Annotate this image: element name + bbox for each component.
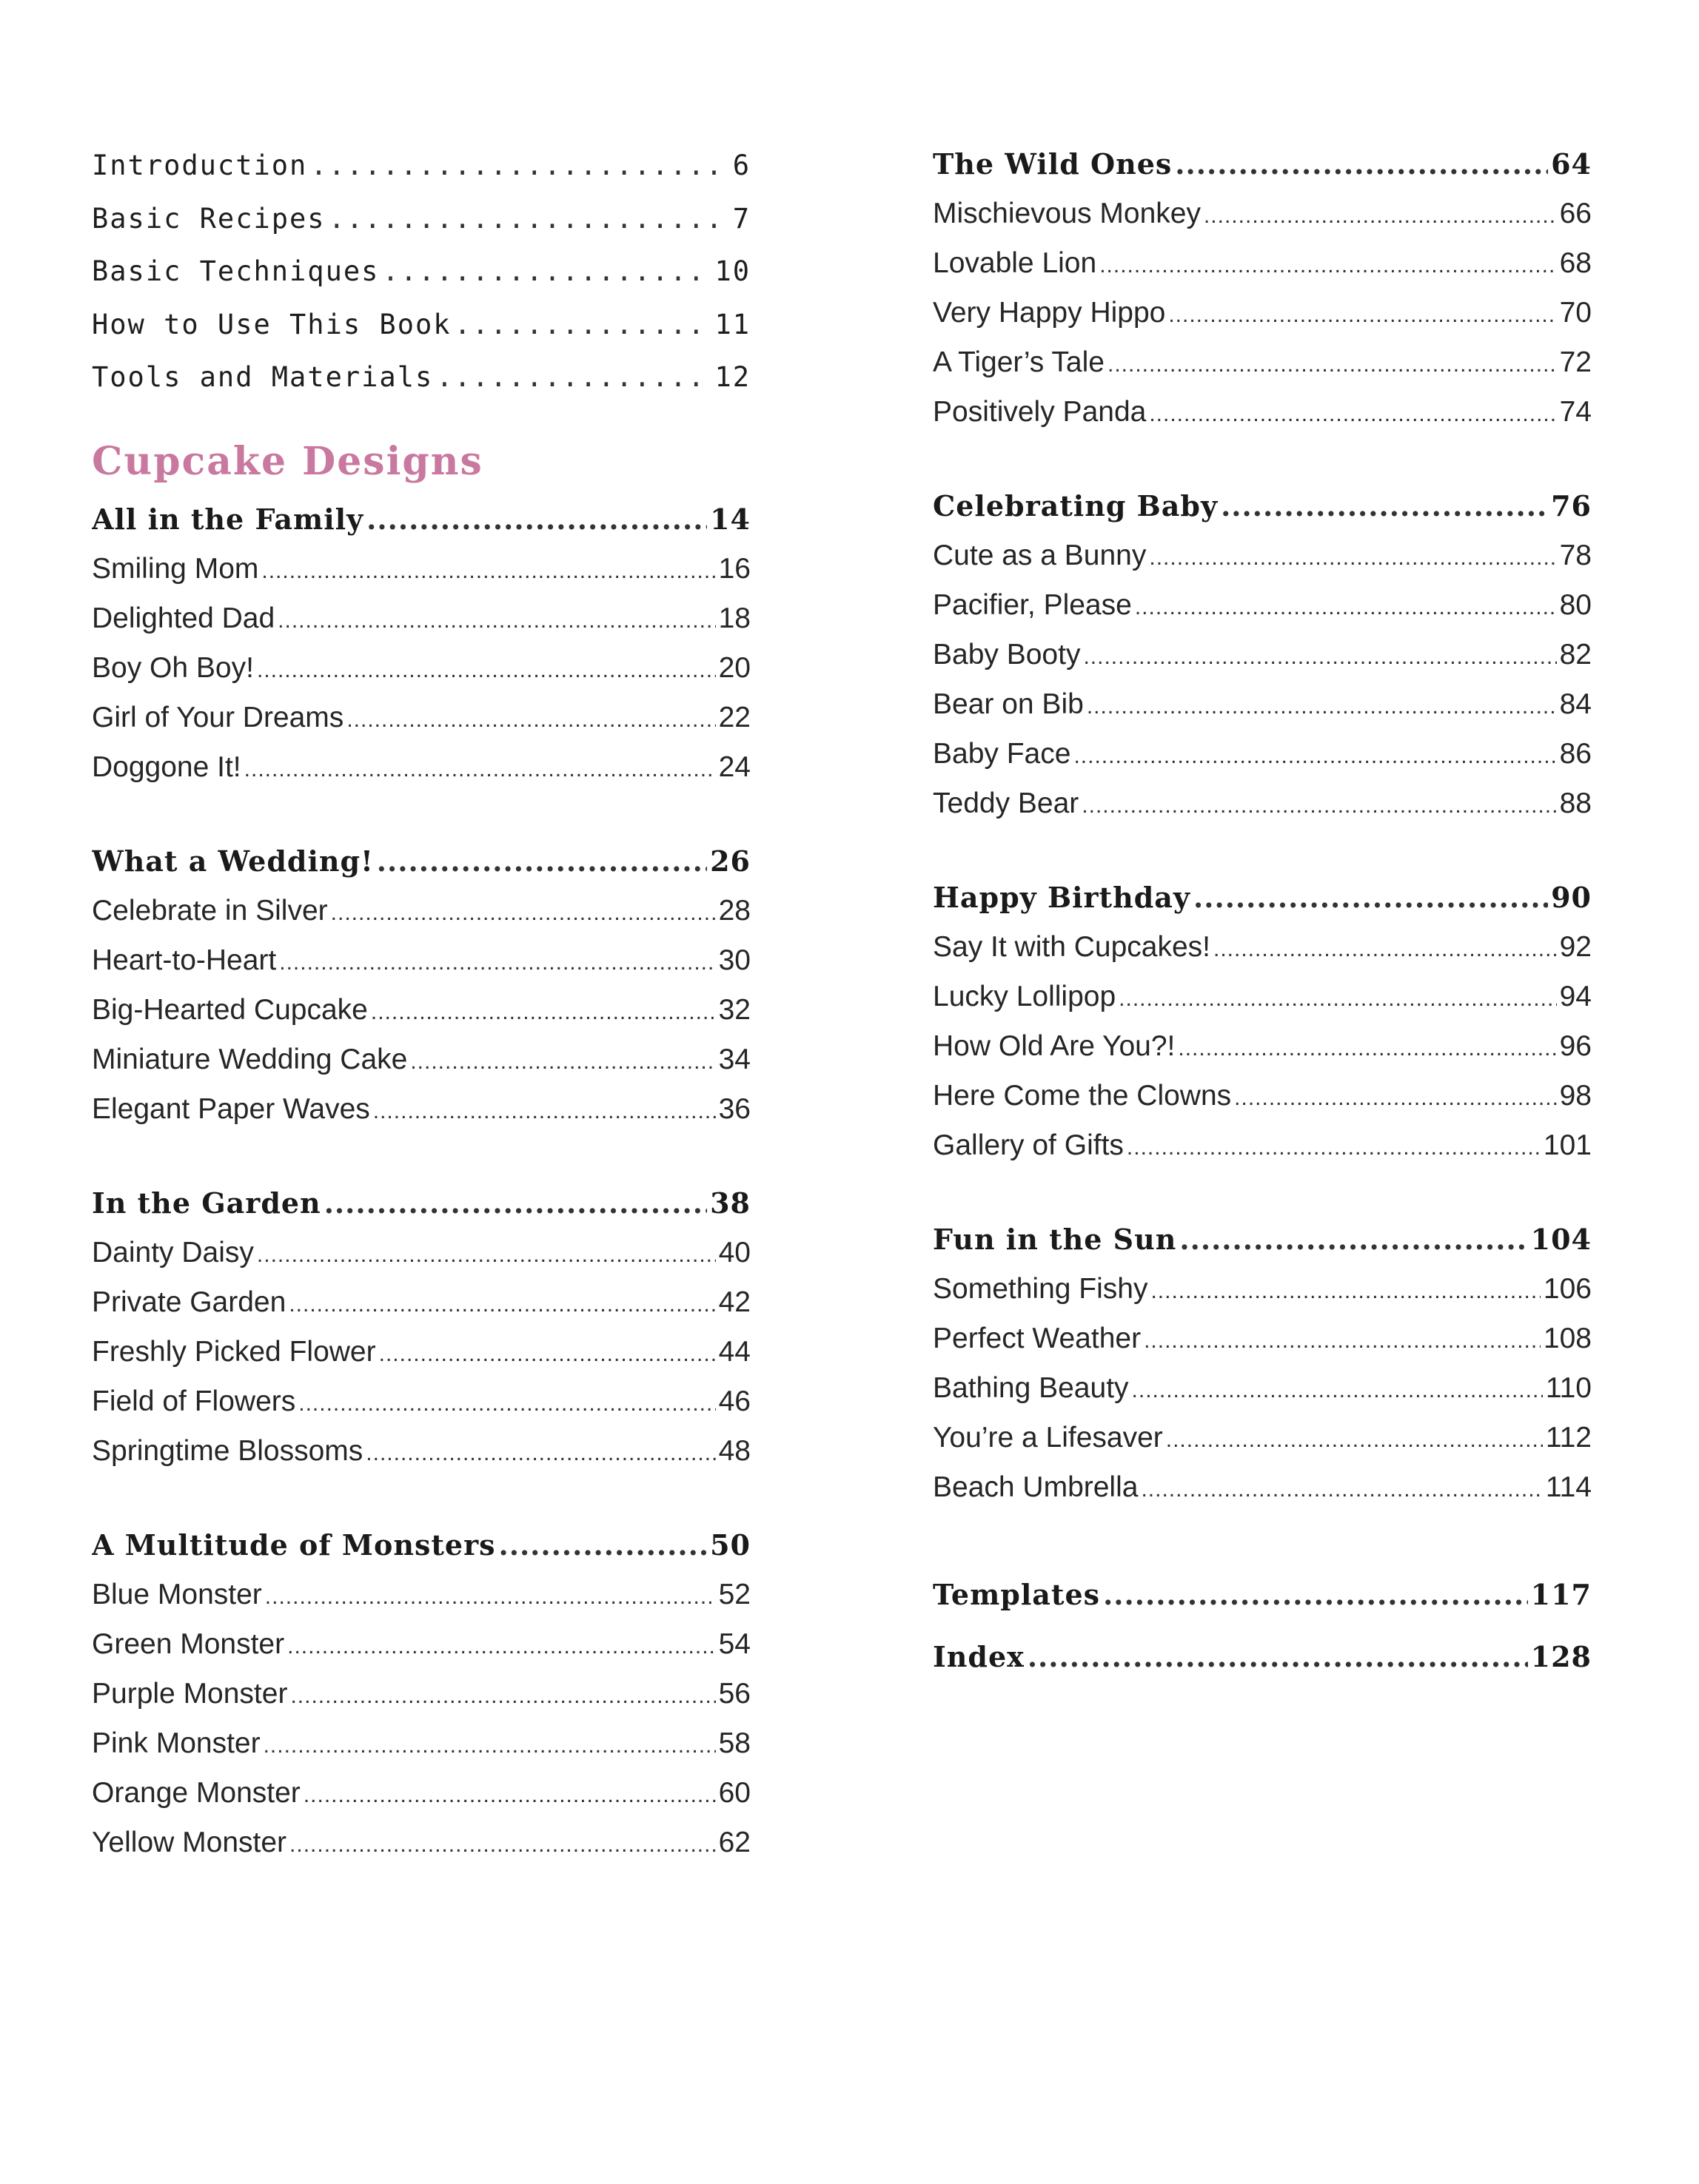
toc-entry[interactable] — [92, 1570, 751, 1619]
toc-entry[interactable] — [92, 245, 751, 298]
dot-leader — [257, 1230, 716, 1277]
entry-title: A Tiger’s Tale — [933, 346, 1105, 378]
entry-page: 7 — [732, 202, 751, 235]
toc-entry[interactable] — [92, 1327, 751, 1377]
entry-page: 36 — [718, 1092, 751, 1125]
dot-leader — [1083, 632, 1556, 679]
toc-entry[interactable] — [933, 1413, 1592, 1462]
toc-entry[interactable] — [933, 1021, 1592, 1071]
toc-entry[interactable] — [933, 238, 1592, 288]
entry-page: 128 — [1530, 1640, 1592, 1673]
toc-entry[interactable] — [92, 139, 751, 192]
entry-title: Pacifier, Please — [933, 589, 1132, 621]
dot-leader — [1168, 290, 1556, 337]
dot-leader — [1028, 1626, 1528, 1688]
group-page: 26 — [710, 844, 751, 878]
toc-entry[interactable] — [92, 985, 751, 1035]
dot-leader — [379, 1329, 716, 1377]
entry-page: 22 — [718, 701, 751, 733]
toc-group — [92, 836, 751, 1134]
entry-page: 82 — [1559, 639, 1592, 671]
entry-title: Green Monster — [92, 1627, 285, 1660]
group-title: Happy Birthday — [933, 881, 1191, 914]
toc-entry[interactable] — [933, 972, 1592, 1021]
front-matter — [92, 139, 751, 404]
dot-leader — [498, 1520, 707, 1570]
dot-leader — [298, 1379, 715, 1426]
entry-title: Delighted Dad — [92, 602, 275, 634]
dot-leader — [287, 1622, 716, 1669]
toc-entry[interactable] — [933, 387, 1592, 437]
dot-leader — [1204, 191, 1557, 238]
group-page: 50 — [710, 1528, 751, 1562]
entry-page: 32 — [718, 993, 751, 1026]
entry-title: Miniature Wedding Cake — [92, 1043, 408, 1075]
entry-page: 6 — [732, 149, 751, 181]
toc-entry[interactable] — [92, 594, 751, 643]
dot-leader — [289, 1820, 716, 1867]
dot-leader — [257, 645, 716, 693]
toc-left-column — [92, 139, 751, 1867]
dot-leader — [1150, 1266, 1540, 1314]
toc-entry[interactable] — [92, 742, 751, 792]
entry-page: 84 — [1559, 688, 1592, 720]
entry-page: 56 — [718, 1677, 751, 1710]
dot-leader — [377, 836, 707, 886]
entry-page: 16 — [718, 552, 751, 585]
group-heading[interactable] — [92, 494, 751, 544]
entry-title: Basic Techniques — [92, 255, 380, 287]
toc-entry[interactable] — [933, 1120, 1592, 1170]
dot-leader — [244, 745, 716, 792]
toc-entry[interactable] — [933, 337, 1592, 387]
entry-title: Teddy Bear — [933, 787, 1079, 819]
toc-entry[interactable] — [92, 886, 751, 935]
dot-leader — [289, 1280, 715, 1327]
group-page: 76 — [1551, 489, 1592, 523]
entry-page: 94 — [1559, 981, 1592, 1012]
entry-title: Boy Oh Boy! — [92, 651, 254, 684]
entry-title: Orange Monster — [92, 1776, 301, 1809]
dot-leader — [1135, 582, 1557, 630]
entry-page: 11 — [714, 308, 751, 340]
entry-title: Elegant Paper Waves — [92, 1092, 370, 1125]
entry-page: 96 — [1559, 1030, 1592, 1062]
entry-title: Doggone It! — [92, 750, 241, 783]
dot-leader — [1144, 1316, 1541, 1363]
dot-leader — [329, 192, 730, 246]
toc-entry[interactable] — [92, 1768, 751, 1818]
toc-entry[interactable] — [92, 693, 751, 742]
toc-entry[interactable] — [92, 544, 751, 594]
entry-page: 98 — [1559, 1080, 1592, 1112]
toc-entry[interactable] — [933, 288, 1592, 337]
dot-leader — [1179, 1214, 1527, 1264]
entry-page: 114 — [1545, 1471, 1592, 1503]
toc-entry[interactable] — [92, 643, 751, 693]
dot-leader — [373, 1086, 716, 1134]
group-title: The Wild Ones — [933, 147, 1173, 181]
entry-page: 108 — [1543, 1323, 1592, 1354]
entry-page: 10 — [714, 255, 751, 287]
entry-title: Yellow Monster — [92, 1826, 287, 1858]
entry-page: 112 — [1545, 1422, 1592, 1454]
dot-leader — [371, 987, 716, 1035]
entry-title: Girl of Your Dreams — [92, 701, 344, 733]
entry-title: Very Happy Hippo — [933, 297, 1166, 329]
group-title: Celebrating Baby — [933, 489, 1219, 523]
group-page: 14 — [710, 502, 751, 536]
entry-page: 72 — [1559, 346, 1592, 378]
entry-page: 80 — [1559, 589, 1592, 621]
entry-page: 88 — [1559, 787, 1592, 819]
entry-title: Perfect Weather — [933, 1323, 1142, 1354]
dot-leader — [1149, 389, 1556, 437]
entry-page: 62 — [718, 1826, 751, 1858]
dot-leader — [290, 1671, 715, 1718]
toc-entry[interactable] — [92, 351, 751, 404]
entry-title: Pink Monster — [92, 1727, 261, 1759]
toc-entry[interactable] — [933, 922, 1592, 972]
entry-title: Lucky Lollipop — [933, 981, 1116, 1012]
dot-leader — [366, 1428, 715, 1476]
entry-page: 48 — [718, 1434, 751, 1467]
dot-leader — [324, 1178, 707, 1228]
group-page: 104 — [1530, 1223, 1592, 1256]
toc-entry[interactable] — [92, 1669, 751, 1718]
dot-leader — [279, 938, 715, 985]
dot-leader — [436, 351, 711, 404]
toc-entry[interactable] — [92, 1228, 751, 1277]
dot-leader — [278, 596, 715, 643]
entry-title: Bear on Bib — [933, 688, 1084, 720]
dot-leader — [1132, 1365, 1543, 1413]
group-title: Fun in the Sun — [933, 1223, 1177, 1256]
toc-entry[interactable] — [933, 1314, 1592, 1363]
toc-entry[interactable] — [92, 1377, 751, 1426]
entry-title: Index — [933, 1640, 1025, 1673]
toc-entry[interactable] — [92, 1084, 751, 1134]
dot-leader — [304, 1770, 716, 1818]
dot-leader — [1103, 1564, 1528, 1626]
group-page: 38 — [710, 1186, 751, 1220]
entry-title: Basic Recipes — [92, 202, 326, 235]
entry-title: Introduction — [92, 149, 308, 181]
entry-page: 40 — [718, 1236, 751, 1269]
group-title: In the Garden — [92, 1186, 321, 1220]
dot-leader — [1166, 1415, 1543, 1462]
entry-title: Mischievous Monkey — [933, 198, 1201, 229]
dot-leader — [1221, 481, 1548, 531]
group-heading[interactable] — [92, 1178, 751, 1228]
entry-page: 30 — [718, 944, 751, 976]
entry-page: 18 — [718, 602, 751, 634]
group-title: All in the Family — [92, 502, 364, 536]
entry-title: Lovable Lion — [933, 247, 1097, 279]
toc-entry[interactable] — [933, 729, 1592, 779]
entry-title: How Old Are You?! — [933, 1030, 1176, 1062]
entry-page: 66 — [1559, 198, 1592, 229]
entry-page: 42 — [718, 1286, 751, 1318]
toc-entry-templates[interactable] — [933, 1564, 1592, 1626]
dot-leader — [331, 888, 716, 935]
dot-leader — [1073, 731, 1556, 779]
entry-page: 117 — [1530, 1578, 1592, 1611]
group-page: 90 — [1551, 881, 1592, 914]
group-heading[interactable] — [92, 1520, 751, 1570]
dot-leader — [410, 1037, 715, 1084]
dot-leader — [1193, 873, 1548, 922]
toc-group — [92, 1178, 751, 1476]
dot-leader — [264, 1721, 716, 1768]
toc-entry[interactable] — [92, 1426, 751, 1476]
group-heading[interactable] — [933, 873, 1592, 922]
group-heading[interactable] — [933, 481, 1592, 531]
toc-group — [933, 139, 1592, 437]
dot-leader — [1082, 781, 1556, 828]
entry-title: How to Use This Book — [92, 308, 452, 340]
entry-title: You’re a Lifesaver — [933, 1422, 1163, 1454]
dot-leader — [1178, 1024, 1556, 1071]
dot-leader — [382, 245, 711, 298]
entry-title: Gallery of Gifts — [933, 1129, 1124, 1161]
entry-title: Cute as a Bunny — [933, 540, 1147, 571]
entry-page: 44 — [718, 1335, 751, 1368]
entry-page: 24 — [718, 750, 751, 783]
toc-entry[interactable] — [92, 1277, 751, 1327]
entry-title: Purple Monster — [92, 1677, 288, 1710]
toc-entry[interactable] — [933, 679, 1592, 729]
group-heading[interactable] — [933, 1214, 1592, 1264]
dot-leader — [1213, 924, 1557, 972]
entry-page: 52 — [718, 1578, 751, 1610]
toc-entry[interactable] — [92, 935, 751, 985]
toc-entry[interactable] — [933, 1071, 1592, 1120]
dot-leader — [455, 298, 712, 352]
toc-entry[interactable] — [92, 298, 751, 352]
toc-right-column — [933, 139, 1592, 1688]
entry-title: Something Fishy — [933, 1273, 1148, 1305]
dot-leader — [1087, 682, 1557, 729]
entry-page: 68 — [1559, 247, 1592, 279]
dot-leader — [261, 546, 715, 594]
entry-title: Beach Umbrella — [933, 1471, 1139, 1503]
group-title: What a Wedding! — [92, 844, 374, 878]
toc-entry[interactable] — [92, 1818, 751, 1867]
group-title: A Multitude of Monsters — [92, 1528, 496, 1562]
end-matter — [933, 1564, 1592, 1688]
entry-title: Bathing Beauty — [933, 1372, 1129, 1404]
dot-leader — [1127, 1123, 1541, 1170]
entry-page: 106 — [1543, 1273, 1592, 1305]
entry-title: Baby Booty — [933, 639, 1081, 671]
entry-title: Dainty Daisy — [92, 1236, 254, 1269]
dot-leader — [310, 139, 729, 192]
dot-leader — [1119, 974, 1556, 1021]
toc-entry[interactable] — [933, 189, 1592, 238]
toc-entry[interactable] — [92, 192, 751, 246]
toc-entry[interactable] — [92, 1035, 751, 1084]
entry-page: 74 — [1559, 396, 1592, 428]
entry-page: 46 — [718, 1385, 751, 1417]
entry-title: Field of Flowers — [92, 1385, 296, 1417]
toc-group — [92, 1520, 751, 1867]
entry-page: 70 — [1559, 297, 1592, 329]
entry-title: Private Garden — [92, 1286, 286, 1318]
entry-title: Blue Monster — [92, 1578, 262, 1610]
group-heading[interactable] — [933, 139, 1592, 189]
entry-page: 12 — [714, 361, 751, 393]
entry-page: 86 — [1559, 738, 1592, 770]
dot-leader — [346, 695, 715, 742]
entry-title: Here Come the Clowns — [933, 1080, 1232, 1112]
entry-page: 92 — [1559, 931, 1592, 963]
entry-page: 34 — [718, 1043, 751, 1075]
entry-title: Smiling Mom — [92, 552, 259, 585]
dot-leader — [1149, 533, 1556, 580]
dot-leader — [1234, 1073, 1556, 1120]
dot-leader — [366, 494, 707, 544]
toc-group — [933, 873, 1592, 1170]
toc-entry[interactable] — [92, 1718, 751, 1768]
entry-page: 20 — [718, 651, 751, 684]
dot-leader — [1099, 241, 1556, 288]
entry-title: Positively Panda — [933, 396, 1147, 428]
toc-entry[interactable] — [933, 630, 1592, 679]
dot-leader — [1107, 340, 1557, 387]
dot-leader — [1175, 139, 1548, 189]
entry-page: 78 — [1559, 540, 1592, 571]
entry-page: 60 — [718, 1776, 751, 1809]
entry-title: Big-Hearted Cupcake — [92, 993, 368, 1026]
entry-title: Say It with Cupcakes! — [933, 931, 1210, 963]
toc-entry[interactable] — [933, 779, 1592, 828]
dot-leader — [1141, 1465, 1542, 1512]
group-page: 64 — [1551, 147, 1592, 181]
toc-entry[interactable] — [92, 1619, 751, 1669]
toc-group — [933, 481, 1592, 828]
toc-entry[interactable] — [933, 580, 1592, 630]
section-title: Cupcake Designs — [92, 438, 483, 484]
toc-group — [933, 1214, 1592, 1512]
entry-page: 110 — [1545, 1372, 1592, 1404]
toc-entry[interactable] — [933, 1462, 1592, 1512]
entry-page: 28 — [718, 894, 751, 927]
entry-title: Templates — [933, 1578, 1101, 1611]
entry-title: Springtime Blossoms — [92, 1434, 363, 1467]
entry-title: Freshly Picked Flower — [92, 1335, 376, 1368]
entry-page: 101 — [1543, 1129, 1592, 1161]
entry-page: 54 — [718, 1627, 751, 1660]
entry-title: Heart-to-Heart — [92, 944, 277, 976]
entry-page: 58 — [718, 1727, 751, 1759]
entry-title: Baby Face — [933, 738, 1071, 770]
dot-leader — [265, 1572, 716, 1619]
toc-entry[interactable] — [933, 1264, 1592, 1314]
group-heading[interactable] — [92, 836, 751, 886]
toc-entry[interactable] — [933, 531, 1592, 580]
toc-group — [92, 494, 751, 792]
entry-title: Tools and Materials — [92, 361, 434, 393]
entry-title: Celebrate in Silver — [92, 894, 328, 927]
toc-entry[interactable] — [933, 1363, 1592, 1413]
toc-entry-index[interactable] — [933, 1626, 1592, 1688]
